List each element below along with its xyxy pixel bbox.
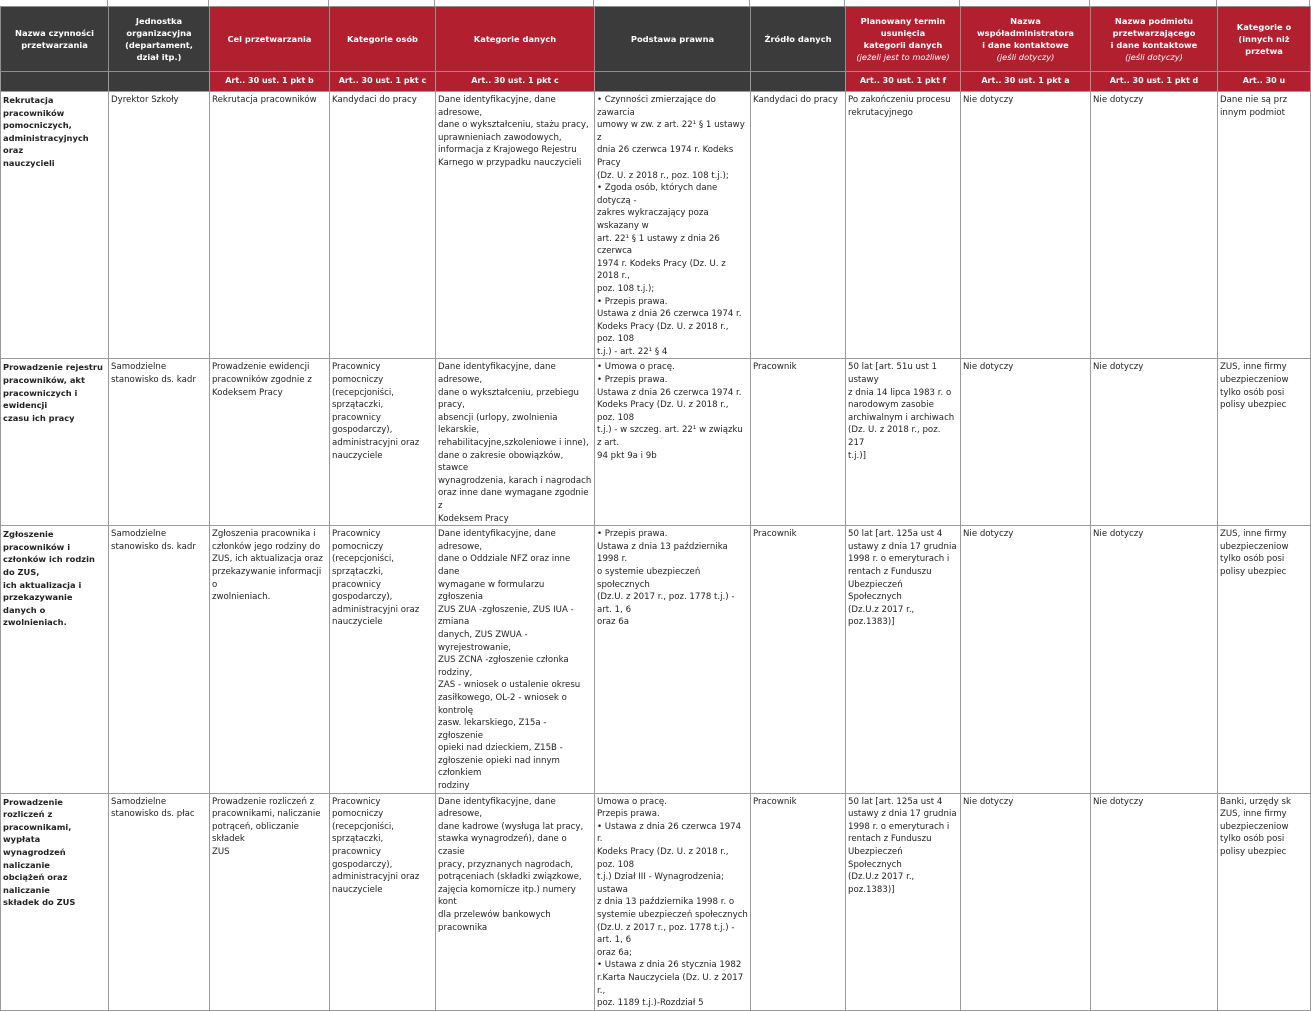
cell-joint-controller[interactable] [961,526,1091,793]
cell-org-unit[interactable] [109,793,210,1010]
cell-text-line: poz. 108 t.j.); [597,283,655,294]
cell-text-line: Ubezpieczeń Społecznych [848,847,903,870]
cell-text-line: ustawy z dnia 17 grudnia [848,541,957,552]
cell-text-line: Dane identyfikacyjne, dane adresowe, [438,95,556,118]
cell-text-line: ubezpieczeniow [1220,375,1289,386]
header-line: przetwarzającego [1112,28,1196,38]
cell-legal-basis[interactable] [595,92,751,359]
header-line: i dane kontaktowe [982,40,1069,50]
cell-data-categories[interactable] [436,359,595,526]
cell-person-categories[interactable] [330,359,436,526]
cell-text-line: rentach z Funduszu [848,566,932,577]
cell-text-line: zajęcia komornicze itp.) numery kont [438,884,576,908]
cell-text-line: Pracownicy pomocniczy [332,362,384,386]
article-ref-deletion-term [846,72,961,92]
cell-text-line: zakres wykraczający poza wskazany w [597,208,709,231]
cell-text-line: pracowniczych i ewidencji [3,387,78,411]
cell-text-line: • Ustawa z dnia 26 czerwca 1974 r. [597,821,742,845]
header-purpose [210,7,330,72]
cell-text-line: (Dz. U. z 2018 r., poz. 217 [848,425,941,449]
article-ref-legal-basis [595,72,751,92]
cell-text-line: dane kadrowe (wysługa lat pracy, [438,821,584,832]
table-row [1,793,1311,1010]
article-ref-person-categories [330,72,436,92]
article-ref-processor [1091,72,1218,92]
cell-data-categories[interactable] [436,526,595,793]
cell-text-line: • Zgoda osób, których dane dotyczą - [597,183,718,206]
cell-text-line: Rekrutacja pracowników [3,95,65,118]
cell-recipients[interactable] [1218,359,1311,526]
cell-text-line: Kandydaci do pracy [332,95,417,105]
cell-purpose[interactable] [210,92,330,359]
cell-text-line: Dyrektor Szkoły [111,95,179,105]
article-ref-joint-controller [961,72,1091,92]
cell-joint-controller[interactable] [961,793,1091,1010]
cell-text-line: nauczycieli [3,157,55,168]
article-label: Art.. 30 ust. 1 pkt a [981,76,1070,86]
cell-text-line: sprzątaczki, pracownicy [332,400,384,423]
article-label: Art.. 30 ust. 1 pkt d [1109,76,1199,86]
cell-text-line: • Czynności zmierzające do zawarcia [597,95,716,118]
cell-text-line: 50 lat [art. 51u ust 1 ustawy [848,362,938,386]
header-line: przetwarzania [21,40,88,50]
cell-text-line: 1998 r. o emeryturach i [848,554,950,565]
cell-text-line: stanowisko ds. kadr [111,375,196,386]
table-body [1,92,1311,1011]
cell-activity-name[interactable] [1,92,109,359]
article-ref-data-source [751,72,846,92]
cell-text-line: Dane nie są prz [1220,95,1288,105]
cell-text-line: Nie dotyczy [963,529,1014,540]
cell-text-line: dane o wykształceniu, przebiegu pracy, [438,387,579,411]
header-person-categories [330,7,436,72]
header-line: przetwa [1245,46,1283,56]
cell-person-categories[interactable] [330,92,436,359]
cell-text-line: t.j.) Dział III - Wynagrodzenia; ustawa [597,872,724,895]
cell-org-unit[interactable] [109,359,210,526]
header-data-categories [436,7,595,72]
header-processor [1091,7,1218,72]
header-line: Nazwa współadministratora [976,16,1075,38]
cell-data-source[interactable] [751,793,846,1010]
cell-text-line: Pracownik [753,362,797,373]
cell-deletion-term[interactable] [846,793,961,1010]
cell-joint-controller[interactable] [961,359,1091,526]
cell-text-line: o systemie ubezpieczeń społecznych [597,566,701,590]
cell-text-line: ZAS - wniosek o ustalenie okresu [438,680,581,691]
cell-text-line: (Dz. U. z 2018 r., poz. 108 t.j.); [597,170,729,181]
cell-text-line: Nie dotyczy [1093,95,1144,105]
cell-activity-name[interactable] [1,359,109,526]
cell-text-line: Dane identyfikacyjne, dane adresowe, [438,529,556,552]
cell-text-line: archiwalnym i archiwach [848,412,955,423]
cell-text-line: ZUS, ich aktualizacja oraz [212,554,323,565]
cell-text-line: absencji (urlopy, zwolnienia lekarskie, [438,412,558,436]
header-recipients [1218,7,1311,72]
cell-text-line: Kodeksem Pracy [212,387,283,398]
article-label: Art.. 30 ust. 1 pkt f [859,76,947,86]
cell-text-line: ubezpieczeniow [1220,821,1289,832]
cell-text-line: oraz 6a; [597,947,632,958]
cell-text-line: Dane identyfikacyjne, dane adresowe, [438,796,556,820]
cell-activity-name[interactable] [1,793,109,1010]
cell-text-line: administracyjni oraz [332,438,420,449]
cell-text-line: rekrutacyjnego [848,107,913,118]
cell-text-line: (recepcjoniści, [332,387,394,398]
cell-text-line: Przepis prawa. [597,809,660,820]
cell-text-line: • Przepis prawa. [597,529,668,540]
cell-text-line: 50 lat [art. 125a ust 4 [848,529,943,540]
article-ref-activity-name [1,72,109,92]
cell-text-line: Prowadzenie ewidencji [212,362,310,373]
cell-text-line: 94 pkt 9a i 9b [597,450,657,461]
cell-text-line: członków jego rodziny do [212,541,321,552]
cell-text-line: pracowników zgodnie z [212,375,312,386]
cell-text-line: opieki nad dzieckiem, Z15B - [438,743,563,754]
cell-text-line: gospodarczy), [332,592,393,603]
cell-text-line: t.j.) - art. 22¹ § 4 [597,346,668,357]
cell-text-line: Prowadzenie rozliczeń z [212,796,315,807]
cell-text-line: Samodzielne [111,529,167,540]
cell-activity-name[interactable] [1,526,109,793]
cell-processor[interactable] [1091,793,1218,1010]
cell-text-line: gospodarczy), [332,425,393,436]
cell-text-line: ZUS, inne firmy [1220,529,1287,540]
cell-text-line: dane o zakresie obowiązków, stawce [438,450,564,474]
cell-text-line: polisy ubezpiec [1220,847,1287,858]
cell-text-line: nauczyciele [332,450,383,461]
cell-text-line: ZUS ZCNA -zgłoszenie członka rodziny, [438,655,569,678]
cell-text-line: Pracownik [753,529,797,540]
header-deletion-term [846,7,961,72]
table-row [1,92,1311,359]
cell-text-line: Kodeks Pracy (Dz. U. z 2018 r., poz. 108 [597,321,729,345]
cell-text-line: nauczyciele [332,617,383,628]
cell-text-line: Samodzielne [111,362,167,373]
cell-text-line: dnia 26 czerwca 1974 r. Kodeks Pracy [597,145,734,168]
cell-text-line: Ustawa z dnia 13 października 1998 r. [597,541,728,565]
cell-text-line: Umowa o pracę. [597,796,667,807]
cell-text-line: • Ustawa z dnia 26 stycznia 1982 [597,960,742,971]
article-ref-org-unit [109,72,210,92]
cell-text-line: dane o Oddziale NFZ oraz inne dane [438,554,571,577]
article-ref-purpose [210,72,330,92]
cell-text-line: 1974 r. Kodeks Pracy (Dz. U. z 2018 r., [597,258,726,282]
cell-text-line: (Dz.U.z 2017 r., poz.1383)] [848,604,915,628]
cell-text-line: art. 22¹ § 1 ustawy z dnia 26 czerwca [597,233,720,257]
cell-text-line: poz. 1189 t.j.)-Rozdział 5 [597,998,704,1009]
cell-text-line: czasu ich pracy [3,412,75,423]
cell-text-line: (Dz.U.z 2017 r., poz.1383)] [848,872,915,895]
cell-text-line: potrąceniach (składki związkowe, [438,872,582,883]
cell-text-line: tylko osób posi [1220,387,1285,398]
header-line: Podstawa prawna [630,34,715,44]
cell-text-line: ZUS, inne firmy [1220,809,1287,820]
article-label: Art.. 30 u [1242,76,1286,86]
cell-text-line: z dnia 13 października 1998 r. o [597,897,735,908]
header-line: (jeśli dotyczy) [996,52,1055,62]
cell-text-line: polisy ubezpiec [1220,400,1287,411]
cell-text-line: dane o wykształceniu, stażu pracy, [438,120,589,131]
cell-text-line: rodziny [438,781,470,792]
cell-text-line: Pracownik [753,796,797,807]
cell-text-line: Pracownicy pomocniczy [332,529,384,552]
cell-text-line: Ubezpieczeń Społecznych [848,579,903,603]
cell-text-line: Nie dotyczy [1093,796,1144,807]
cell-text-line: Nie dotyczy [1093,529,1144,540]
cell-text-line: stawka wynagrodzeń), dane o czasie [438,834,567,858]
cell-processor[interactable] [1091,92,1218,359]
header-line: (innych niż [1238,34,1290,44]
cell-text-line: • Umowa o pracę. [597,362,675,373]
cell-deletion-term[interactable] [846,92,961,359]
cell-purpose[interactable] [210,359,330,526]
cell-data-categories[interactable] [436,793,595,1010]
cell-text-line: Ustawa z dnia 26 czerwca 1974 r. [597,309,742,320]
cell-text-line: pomocniczych, [3,120,72,131]
header-line: Nazwa czynności [15,28,94,38]
header-org-unit [109,7,210,72]
cell-text-line: Dane identyfikacyjne, dane adresowe, [438,362,556,386]
article-ref-data-categories [436,72,595,92]
cell-text-line: pracowników, akt [3,375,85,386]
cell-text-line: Kandydaci do pracy [753,95,838,105]
cell-text-line: członków ich rodzin do ZUS, [3,554,95,577]
cell-text-line: Kodeks Pracy (Dz. U. z 2018 r., poz. 108 [597,400,729,423]
cell-purpose[interactable] [210,793,330,1010]
cell-text-line: (Dz.U. z 2017 r., poz. 1778 t.j.) - art. 1, 6 [597,592,735,615]
cell-text-line: ubezpieczeniow [1220,541,1289,552]
cell-text-line: Samodzielne [111,796,167,807]
cell-text-line: uprawnieniach zawodowych, [438,132,562,143]
cell-text-line: systemie ubezpieczeń społecznych [597,910,748,920]
cell-text-line: Prowadzenie rozliczeń z [3,796,63,820]
header-line: kategorii danych [863,40,943,50]
cell-text-line: Pracownicy pomocniczy [332,796,384,820]
cell-data-categories[interactable] [436,92,595,359]
cell-legal-basis[interactable] [595,793,751,1010]
cell-text-line: danych, ZUS ZWUA -wyrejestrowanie, [438,629,528,653]
header-line: (jeśli dotyczy) [1125,52,1183,62]
cell-text-line: 1998 r. o emeryturach i [848,821,950,832]
cell-recipients[interactable] [1218,92,1311,359]
cell-text-line: ich aktualizacja i [3,579,82,590]
header-line: Cel przetwarzania [227,34,312,44]
cell-text-line: oraz 6a [597,617,630,628]
cell-text-line: zwolnieniach. [212,592,271,603]
cell-text-line: ZUS, inne firmy [1220,362,1287,373]
cell-legal-basis[interactable] [595,359,751,526]
cell-data-source[interactable] [751,359,846,526]
cell-text-line: (Dz.U. z 2017 r., poz. 1778 t.j.) - art. 1, 6 [597,922,735,946]
cell-text-line: Rekrutacja pracowników [212,95,317,105]
cell-text-line: • Przepis prawa. [597,375,668,386]
header-line: (jeżeli jest to możliwe) [856,52,950,62]
cell-text-line: Prowadzenie rejestru [3,362,103,373]
cell-text-line: Zgłoszenia pracownika i [212,529,316,540]
article-label: Art.. 30 ust. 1 pkt c [338,76,427,86]
cell-text-line: zgłoszenie opieki nad innym członkiem [438,755,560,779]
table-row [1,359,1311,526]
cell-text-line: Nie dotyczy [963,95,1014,105]
cell-text-line: pracownikami, wypłata [3,821,72,845]
cell-text-line: oraz inne dane wymagane zgodnie z [438,488,589,511]
cell-processor[interactable] [1091,359,1218,526]
cell-text-line: gospodarczy), [332,859,393,870]
article-label: Art.. 30 ust. 1 pkt b [225,76,314,86]
cell-text-line: (recepcjoniści, [332,554,394,565]
article-reference-row [1,72,1311,92]
cell-text-line: pracy, przyznanych nagrodach, [438,859,574,870]
cell-text-line: obciążeń oraz naliczanie [3,872,68,895]
cell-person-categories[interactable] [330,793,436,1010]
cell-joint-controller[interactable] [961,92,1091,359]
cell-text-line: Nie dotyczy [963,362,1014,373]
cell-recipients[interactable] [1218,526,1311,793]
cell-text-line: zasw. lekarskiego, Z15a - zgłoszenie [438,718,547,741]
cell-text-line: Banki, urzędy sk [1220,796,1291,807]
header-activity-name [1,7,109,72]
header-row [1,7,1311,72]
cell-text-line: potrąceń, obliczanie składek [212,821,299,845]
cell-text-line: Kodeksem Pracy [438,513,509,524]
cell-deletion-term[interactable] [846,359,961,526]
cell-text-line: informacja z Krajowego Rejestru [438,145,577,156]
article-label: Art.. 30 ust. 1 pkt c [471,76,559,86]
table-row [1,526,1311,793]
cell-org-unit[interactable] [109,92,210,359]
header-line: Jednostka organizacyjna [126,16,192,38]
cell-text-line: wymagane w formularzu zgłoszenia [438,579,545,603]
cell-text-line: (recepcjoniści, [332,821,394,832]
header-line: Kategorie danych [473,34,557,44]
cell-text-line: r.Karta Nauczyciela (Dz. U. z 2017 r., [597,972,744,996]
cell-text-line: rentach z Funduszu [848,834,932,845]
cell-text-line: przekazywanie danych o [3,592,73,615]
cell-deletion-term[interactable] [846,526,961,793]
cell-text-line: t.j.) - w szczeg. art. 22¹ w związku z art. [597,425,743,449]
cell-text-line: polisy ubezpiec [1220,566,1287,577]
cell-text-line: stanowisko ds. kadr [111,541,196,552]
cell-text-line: tylko osób posi [1220,834,1285,845]
cell-text-line: zasiłkowego, OL-2 - wniosek o kontrolę [438,692,567,716]
cell-text-line: tylko osób posi [1220,554,1285,565]
cell-text-line: t.j.)] [848,450,866,461]
header-joint-controller [961,7,1091,72]
cell-text-line: wynagrodzeń naliczanie [3,847,66,870]
cell-text-line: Nie dotyczy [1093,362,1144,373]
cell-processor[interactable] [1091,526,1218,793]
cell-text-line: Nie dotyczy [963,796,1014,807]
cell-text-line: zwolnieniach. [3,617,67,628]
cell-text-line: dla przelewów bankowych pracownika [438,910,551,933]
cell-text-line: Karnego w przypadku nauczycieli [438,157,582,168]
processing-register-table [0,6,1311,1011]
cell-legal-basis[interactable] [595,526,751,793]
header-legal-basis [595,7,751,72]
header-line: Nazwa podmiotu [1114,16,1194,26]
cell-text-line: innym podmiot [1220,107,1286,118]
cell-person-categories[interactable] [330,526,436,793]
cell-text-line: narodowym zasobie [848,400,934,411]
cell-text-line: Ustawa z dnia 26 czerwca 1974 r. [597,387,742,398]
cell-text-line: stanowisko ds. płac [111,809,195,820]
cell-text-line: sprzątaczki, pracownicy [332,566,384,590]
cell-text-line: ustawy z dnia 17 grudnia [848,809,957,820]
cell-text-line: 50 lat [art. 125a ust 4 [848,796,943,807]
cell-text-line: wynagrodzenia, karach i nagrodach [438,475,592,486]
cell-org-unit[interactable] [109,526,210,793]
cell-data-source[interactable] [751,92,846,359]
cell-text-line: administracyjni oraz [332,604,420,615]
cell-data-source[interactable] [751,526,846,793]
cell-text-line: administracyjni oraz [332,872,420,883]
cell-text-line: Kodeks Pracy (Dz. U. z 2018 r., poz. 108 [597,847,729,870]
cell-text-line: składek do ZUS [3,897,76,908]
cell-text-line: nauczyciele [332,884,383,895]
cell-text-line: Po zakończeniu procesu [848,95,951,105]
cell-text-line: z dnia 14 lipca 1983 r. o [848,387,952,398]
cell-text-line: rehabilitacyjne,szkoleniowe i inne), [438,438,589,449]
header-line: (departament, dział itp.) [125,40,193,62]
cell-text-line: sprzątaczki, pracownicy [332,834,384,858]
header-line: Źródło danych [764,34,832,44]
header-line: Kategorie o [1236,22,1292,32]
cell-text-line: pracownikami, naliczanie [212,809,321,820]
cell-text-line: ZUS ZUA -zgłoszenie, ZUS IUA - zmiana [438,604,574,628]
header-line: i dane kontaktowe [1110,40,1198,50]
header-line: Kategorie osób [347,34,418,44]
header-data-source [751,7,846,72]
cell-text-line: ZUS [212,847,230,858]
cell-text-line: przekazywanie informacji o [212,566,322,590]
article-ref-recipients [1218,72,1311,92]
cell-text-line: umowy w zw. z art. 22¹ § 1 ustawy z [597,120,745,143]
cell-purpose[interactable] [210,526,330,793]
header-line: Planowany termin usunięcia [860,16,946,38]
cell-text-line: • Przepis prawa. [597,296,668,307]
cell-text-line: administracyjnych oraz [3,132,89,156]
cell-recipients[interactable] [1218,793,1311,1010]
cell-text-line: Zgłoszenie pracowników i [3,529,71,552]
